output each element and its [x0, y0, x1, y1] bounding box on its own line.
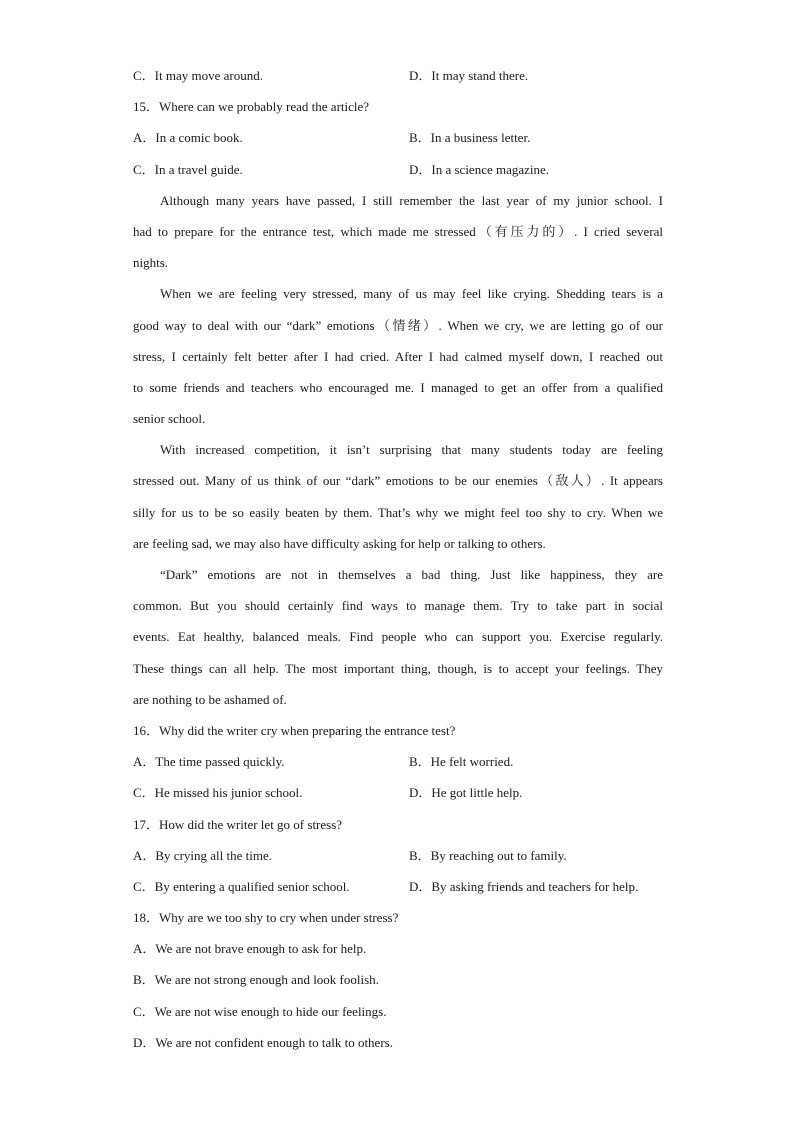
exam-page — [133, 60, 663, 1058]
q17-option-a: A．By crying all the time. — [133, 847, 273, 863]
passage-line: to some friends and teachers who encouraged me. I managed to get an offer from a qualified — [133, 379, 663, 395]
passage-paragraph-3 — [133, 434, 663, 559]
q16-option-c: C．He missed his junior school. — [133, 785, 303, 801]
q15-stem: 15．Where can we probably read the article? — [133, 99, 370, 115]
passage-line: are nothing to be ashamed of. — [133, 691, 287, 707]
q17-option-c: C．By entering a qualified senior school. — [133, 878, 350, 894]
q15-options-row-ab — [133, 122, 663, 153]
q18-option-b: B．We are not strong enough and look foolish. — [133, 972, 379, 988]
passage-line: “Dark” emotions are not in themselves a bad thing. Just like happiness, they are — [160, 567, 663, 582]
q15-option-d: D．In a science magazine. — [409, 161, 550, 177]
q18-option-d: D．We are not confident enough to talk to others. — [133, 1034, 393, 1050]
q14-option-d: D．It may stand there. — [409, 68, 529, 83]
q18-stem: 18．Why are we too shy to cry when under stress? — [133, 910, 399, 926]
passage-line: With increased competition, it isn’t surprising that many students today are feeling — [160, 442, 663, 458]
passage-line: stressed out. Many of us think of our “dark” emotions to be our enemies（敌人）. It appears — [133, 473, 663, 489]
q17-option-b: B．By reaching out to family. — [409, 847, 567, 863]
q17-stem: 17．How did the writer let go of stress? — [133, 816, 343, 832]
q18-option-c: C．We are not wise enough to hide our feelings. — [133, 1003, 387, 1019]
passage-line: senior school. — [133, 411, 206, 427]
passage-line: good way to deal with our “dark” emotions（情绪）. When we cry, we are letting go of our — [133, 317, 663, 333]
q17-option-d: D．By asking friends and teachers for help. — [409, 878, 639, 894]
q16-options-row-ab — [133, 746, 663, 777]
passage-line: nights. — [133, 255, 169, 271]
q16-option-a: A．The time passed quickly. — [133, 754, 285, 770]
q15-options-row-cd — [133, 154, 663, 185]
passage-line: had to prepare for the entrance test, which made me stressed（有压力的）. I cried several — [133, 223, 663, 239]
passage-line: events. Eat healthy, balanced meals. Find people who can support you. Exercise regularly. — [133, 629, 663, 645]
passage-line: These things can all help. The most important thing, though, is to accept your feelings. They — [133, 660, 663, 676]
q16-option-d: D．He got little help. — [409, 785, 523, 801]
q14-options-row-cd — [133, 60, 663, 91]
passage-line: common. But you should certainly find ways to manage them. Try to take part in social — [133, 598, 663, 614]
passage-line: Although many years have passed, I still remember the last year of my junior school. I — [160, 192, 663, 208]
passage-line: are feeling sad, we may also have difficulty asking for help or talking to others. — [133, 535, 546, 551]
passage-paragraph-4 — [133, 559, 663, 715]
q17-options-row-cd — [133, 871, 663, 902]
q17-options-row-ab — [133, 840, 663, 871]
passage-line: stress, I certainly felt better after I had cried. After I had calmed myself down, I reached out — [133, 348, 663, 364]
q16-options-row-cd — [133, 777, 663, 808]
passage-paragraph-2 — [133, 278, 663, 434]
q18-option-a: A．We are not brave enough to ask for help. — [133, 941, 367, 957]
passage-line: When we are feeling very stressed, many of us may feel like crying. Shedding tears is a — [160, 286, 663, 302]
q16-stem: 16．Why did the writer cry when preparing the entrance test? — [133, 722, 456, 738]
passage-line: silly for us to be so easily beaten by them. That’s why we might feel too shy to cry. When we — [133, 504, 663, 520]
q16-option-b: B．He felt worried. — [409, 754, 514, 770]
q15-option-a: A．In a comic book. — [133, 130, 243, 146]
q15-option-c: C．In a travel guide. — [133, 161, 243, 177]
q14-option-c: C．It may move around. — [133, 68, 263, 83]
passage-paragraph-1 — [133, 185, 663, 279]
q15-option-b: B．In a business letter. — [409, 130, 531, 146]
